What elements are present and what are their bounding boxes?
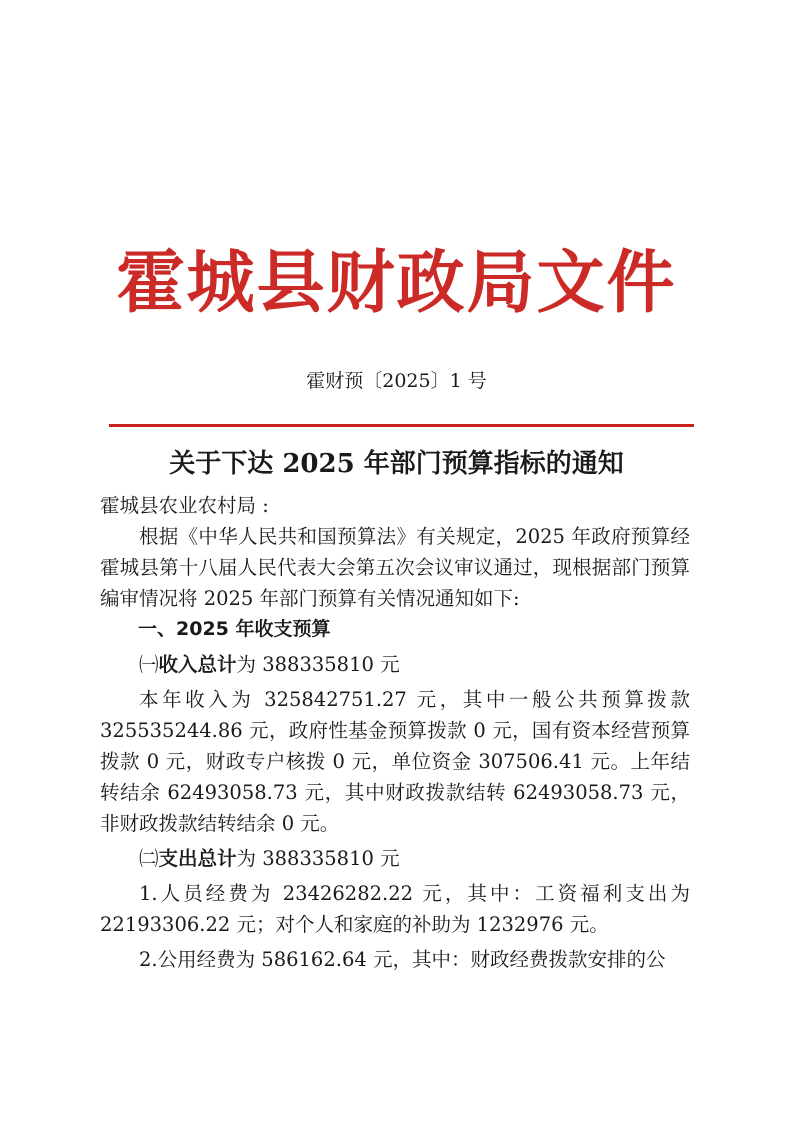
intro-paragraph: 根据《中华人民共和国预算法》有关规定，2025 年政府预算经霍城县第十八届人民代表大会第五次会议审议通过，现根据部门预算编审情况将 2025 年部门预算有关情况通知如下:	[100, 525, 690, 610]
income-label: 收入总计	[158, 653, 237, 676]
income-detail-paragraph: 本年收入为 325842751.27 元，其中一般公共预算拨款 325535244.86 元，政府性基金预算拨款 0 元，国有资本经营预算拨款 0 元，财政专户核拨 0 元，单位资金 307506.41 元。上年结转结余 62493058.73 元，其中财政拨款结转 62493058.73 元，非财政拨款结转结余 0 元。	[100, 688, 690, 835]
expense-item-personnel: 1.人员经费为 23426282.22 元，其中：工资福利支出为 22193306.22 元；对个人和家庭的补助为 1232976 元。	[100, 882, 690, 936]
notice-title: 关于下达 2025 年部门预算指标的通知	[169, 449, 624, 479]
expense-total-line	[100, 843, 690, 874]
addressee: 霍城县农业农村局 :	[100, 494, 269, 517]
expense-label: 支出总计	[158, 847, 237, 870]
expense-value: 为 388335810 元	[236, 847, 400, 870]
income-value: 为 388335810 元	[236, 653, 400, 676]
document-number: 霍财预〔2025〕1 号	[306, 370, 487, 392]
expense-item-public: 2.公用经费为 586162.64 元，其中：财政经费拨款安排的公	[139, 948, 666, 971]
red-divider-line	[109, 424, 694, 427]
notice-body	[100, 490, 690, 975]
income-marker: ㈠	[139, 653, 159, 676]
section-heading: 一、2025 年收支预算	[138, 618, 331, 640]
expense-marker: ㈡	[139, 847, 159, 870]
income-total-line	[100, 649, 690, 680]
issuer-title: 霍城县财政局文件	[116, 243, 677, 323]
